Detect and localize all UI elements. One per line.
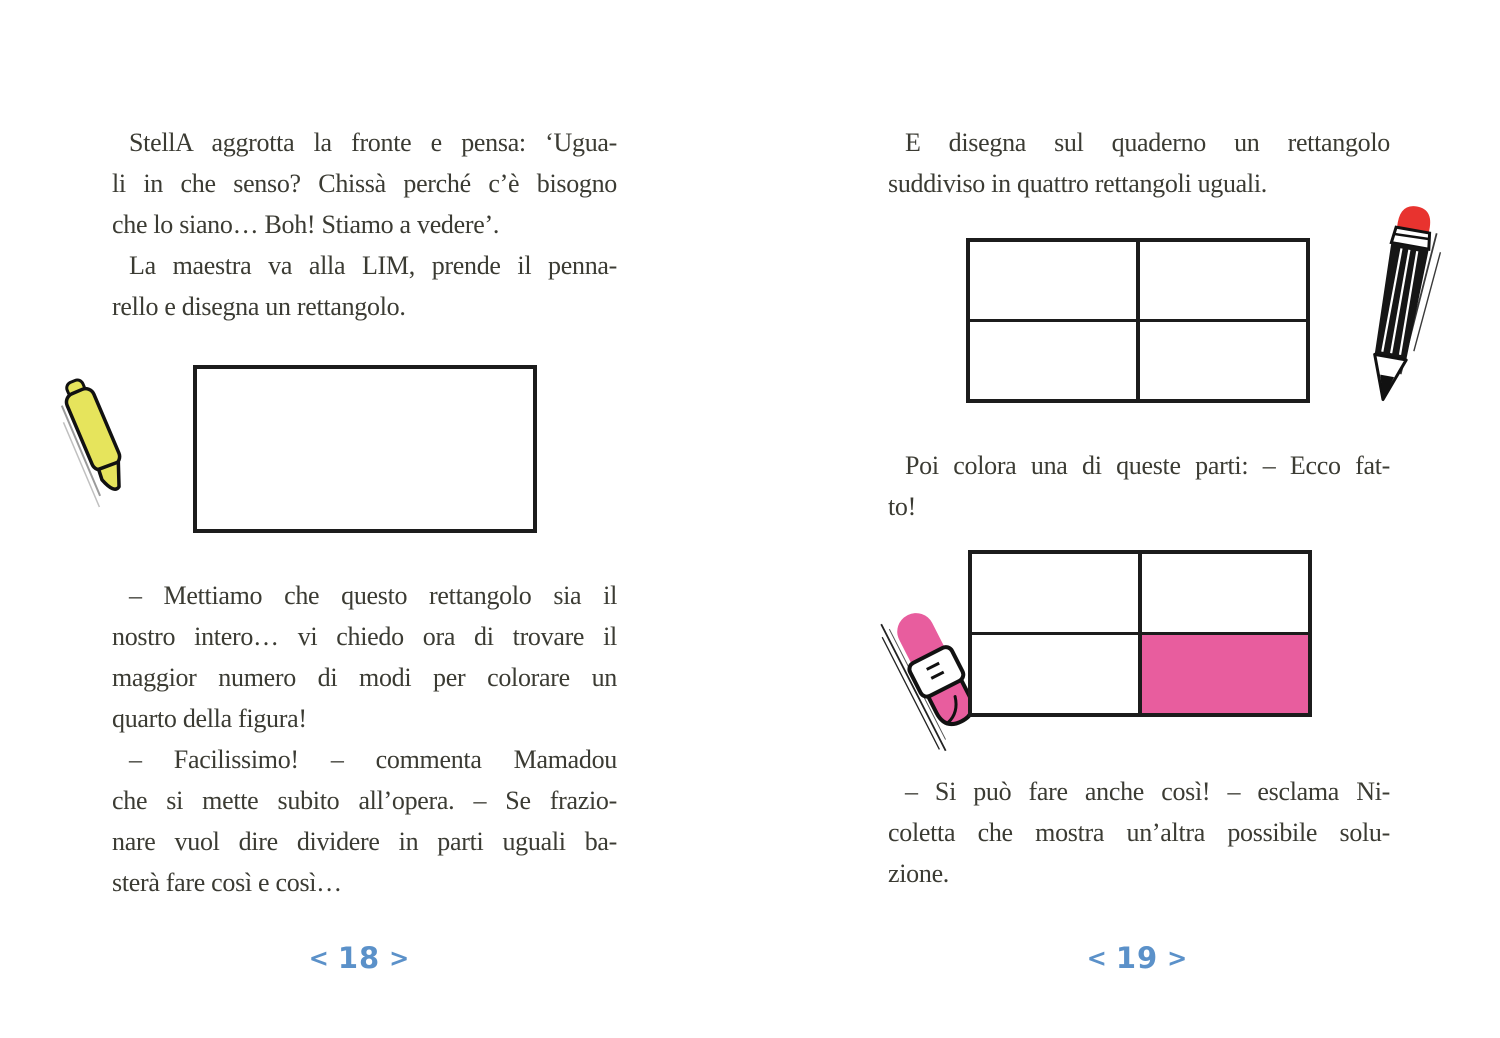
rectangle-quartered-illustration (966, 238, 1310, 403)
colored-quarter (1140, 634, 1308, 714)
page-number-right (1072, 941, 1202, 975)
chevron-left-icon: < (308, 943, 329, 973)
text-line: nare vuol dire dividere in parti uguali ba- (112, 827, 617, 856)
text-line: – Facilissimo! – commenta Mamadou (129, 745, 617, 774)
paragraph-block (888, 445, 1390, 527)
horizontal-divider (972, 632, 1308, 635)
text-line: – Mettiamo che questo rettangolo sia il (129, 581, 617, 610)
text-line: La maestra va alla LIM, prende il penna- (129, 251, 617, 280)
text-line: nostro intero… vi chiedo ora di trovare il (112, 622, 617, 651)
paragraph-block (112, 575, 617, 903)
yellow-highlighter-illustration (45, 372, 155, 522)
horizontal-divider (970, 319, 1306, 322)
paragraph-block (888, 122, 1390, 204)
text-line: quarto della figura! (112, 704, 307, 733)
text-line: zione. (888, 859, 950, 888)
text-line: rello e disegna un rettangolo. (112, 292, 406, 321)
text-line: to! (888, 492, 916, 521)
rectangle-whole-illustration (193, 365, 537, 533)
text-line: Poi colora una di queste parti: – Ecco fat- (905, 451, 1390, 480)
text-line: StellA aggrotta la fronte e pensa: ‘Ugua- (129, 128, 617, 157)
text-line: che lo siano… Boh! Stiamo a vedere’. (112, 210, 500, 239)
text-line: suddiviso in quattro rettangoli uguali. (888, 169, 1267, 198)
paragraph-block (112, 122, 617, 327)
page-number-left (294, 941, 424, 975)
text-line: E disegna sul quaderno un rettangolo (905, 128, 1390, 157)
page-number-value: 19 (1115, 941, 1159, 975)
chevron-right-icon: > (1167, 943, 1188, 973)
pencil-illustration (1350, 198, 1450, 408)
text-line: – Si può fare anche così! – esclama Ni- (905, 777, 1390, 806)
text-line: li in che senso? Chissà perché c’è bisogno (112, 169, 617, 198)
text-line: che si mette subito all’opera. – Se frazio- (112, 786, 617, 815)
page-right (750, 0, 1500, 1038)
text-line: coletta che mostra un’altra possibile solu- (888, 818, 1390, 847)
chevron-left-icon: < (1086, 943, 1107, 973)
text-line: sterà fare così e così… (112, 868, 342, 897)
page-number-value: 18 (337, 941, 381, 975)
rectangle-quartered-colored-illustration (968, 550, 1312, 717)
paragraph-block (888, 771, 1390, 894)
text-line: maggior numero di modi per colorare un (112, 663, 617, 692)
chevron-right-icon: > (389, 943, 410, 973)
